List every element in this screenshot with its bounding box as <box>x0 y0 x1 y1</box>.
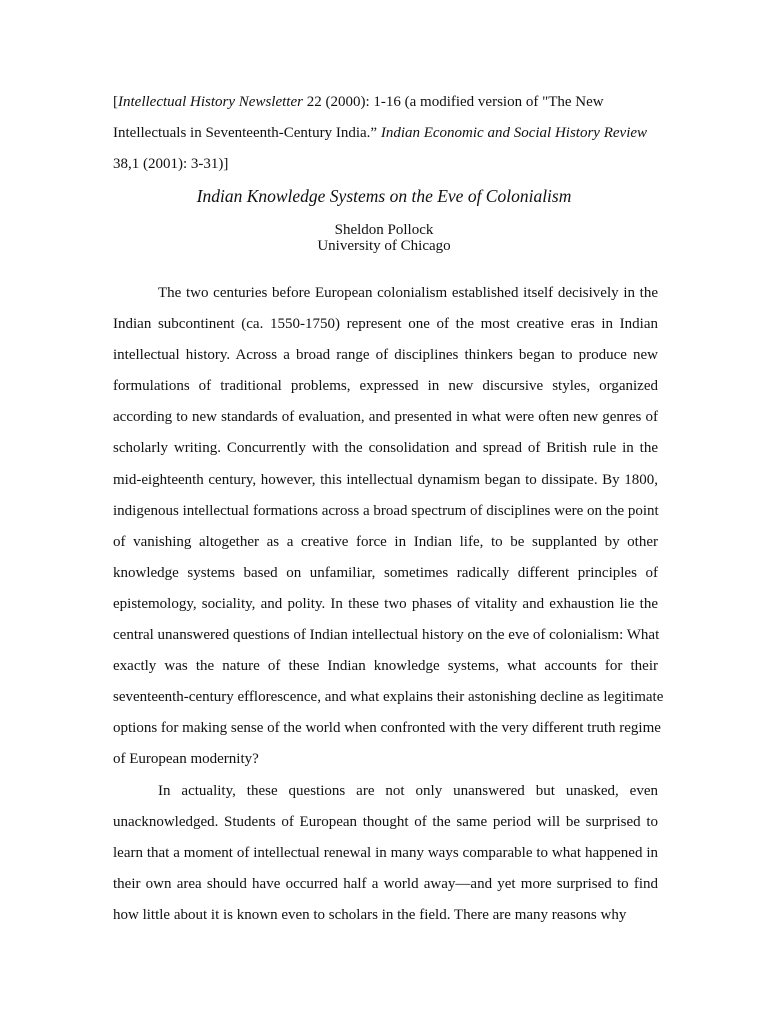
citation-review: Indian Economic and Social History Review <box>380 125 648 141</box>
text-line: central unanswered questions of Indian intellectual history on the eve of colonialism: What <box>113 627 660 644</box>
byline <box>0 222 768 254</box>
citation-details: 22 (2000): 1-16 (a modified version of "The New Intellectuals in Seventeenth-Century India.” <box>113 94 604 141</box>
text-line: epistemology, sociality, and polity. In these two phases of vitality and exhaustion lie the <box>113 595 658 612</box>
text-line: exactly was the nature of these Indian knowledge systems, what accounts for their <box>113 658 658 675</box>
text-line: according to new standards of evaluation, and presented in what were often new genres of <box>113 409 658 426</box>
text-line: The two centuries before European colonialism established itself decisively in the <box>158 285 658 301</box>
citation-open-bracket: [ <box>113 94 118 110</box>
citation-review-details: 38,1 (2001): 3-31)] <box>113 156 229 172</box>
body-paragraph <box>113 278 664 776</box>
text-line: learn that a moment of intellectual renewal in many ways comparable to what happened in <box>113 844 658 861</box>
text-line: of vanishing altogether as a creative force in Indian life, to be supplanted by other <box>113 533 658 550</box>
author-name: Sheldon Pollock <box>334 222 434 238</box>
text-line: Indian subcontinent (ca. 1550-1750) represent one of the most creative eras in Indian <box>113 316 658 333</box>
text-line: options for making sense of the world when confronted with the very different truth regime <box>113 720 661 737</box>
text-line: unacknowledged. Students of European thought of the same period will be surprised to <box>113 813 658 830</box>
article-body <box>113 278 664 931</box>
text-line: In actuality, these questions are not only unanswered but unasked, even <box>158 782 658 799</box>
text-line: knowledge systems based on unfamiliar, sometimes radically different principles of <box>113 564 658 581</box>
citation-header <box>113 87 658 180</box>
article-title: Indian Knowledge Systems on the Eve of Colonialism <box>196 186 572 206</box>
body-paragraph <box>113 776 658 931</box>
author-affiliation: University of Chicago <box>317 238 451 254</box>
text-line: their own area should have occurred half a world away—and yet more surprised to find <box>113 875 658 892</box>
text-line: of European modernity? <box>113 751 259 768</box>
text-line: mid-eighteenth century, however, this intellectual dynamism began to dissipate. By 1800, <box>113 471 658 488</box>
citation-journal: Intellectual History Newsletter <box>118 94 303 110</box>
text-line: indigenous intellectual formations across a broad spectrum of disciplines were on the point <box>113 502 659 519</box>
text-line: how little about it is known even to scholars in the field. There are many reasons why <box>113 906 627 923</box>
text-line: seventeenth-century efflorescence, and what explains their astonishing decline as legitimate <box>113 689 664 706</box>
text-line: scholarly writing. Concurrently with the consolidation and spread of British rule in the <box>113 440 658 457</box>
text-line: formulations of traditional problems, expressed in new discursive styles, organized <box>113 378 658 395</box>
text-line: intellectual history. Across a broad range of disciplines thinkers began to produce new <box>113 347 658 364</box>
